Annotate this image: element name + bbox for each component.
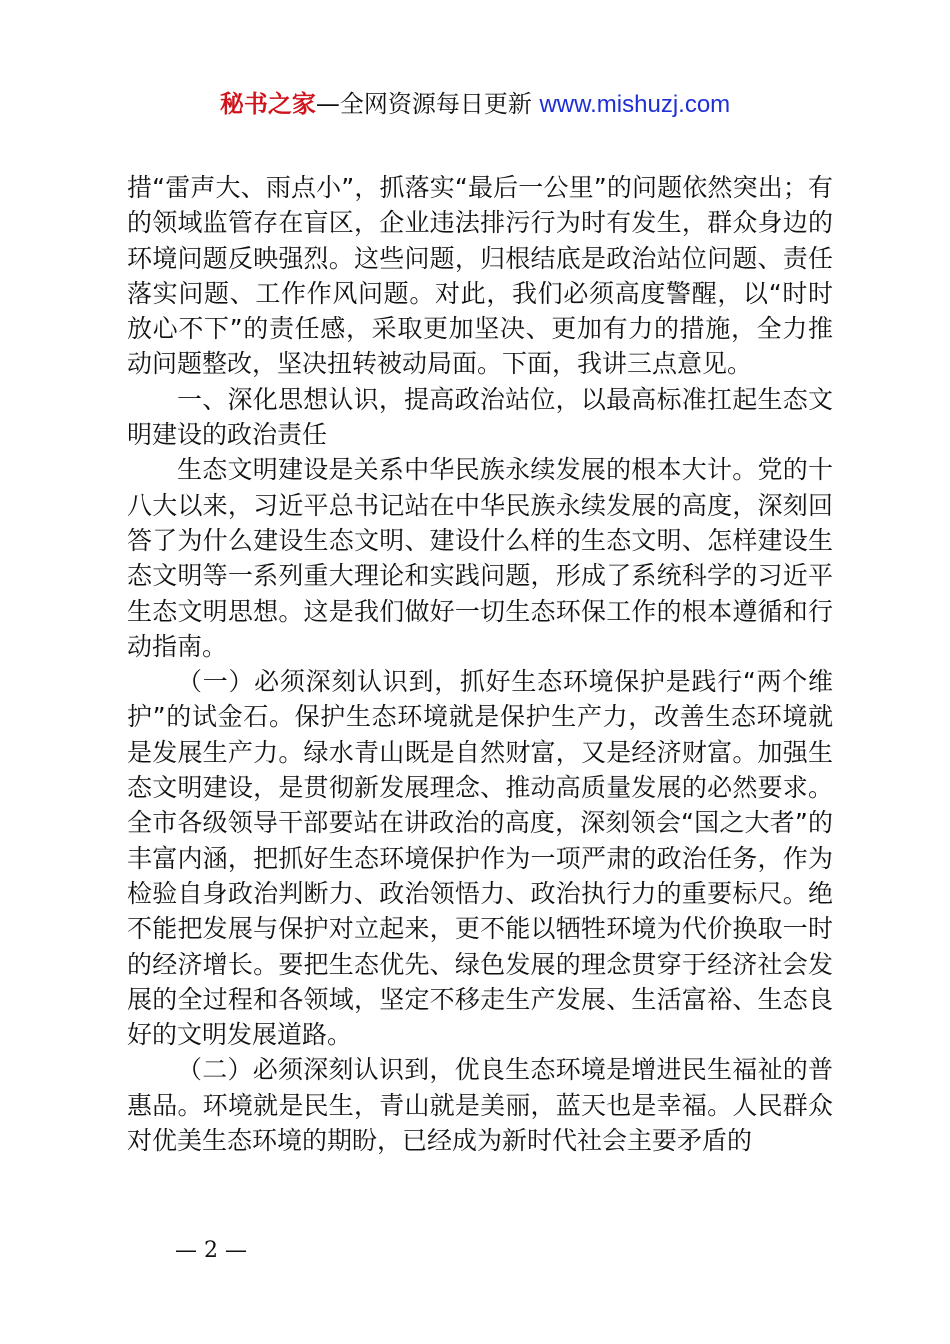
paragraph-continuation: 措“雷声大、雨点小”，抓落实“最后一公里”的问题依然突出；有的领域监管存在盲区，企业违法排污行为时有发生，群众身边的环境问题反映强烈。这些问题，归根结底是政治站位问题、责任落实问题、工作作风问题。对此，我们必须高度警醒，以“时时放心不下”的责任感，采取更加坚决、更加有力的措施，全力推动问题整改，坚决扭转被动局面。下面，我讲三点意见。 <box>127 173 833 379</box>
site-tagline: —全网资源每日更新 <box>315 90 540 118</box>
site-url-link[interactable]: www.mishuzj.com <box>539 91 731 118</box>
document-body <box>127 170 833 1158</box>
paragraph: （二）必须深刻认识到，优良生态环境是增进民生福祉的普惠品。环境就是民生，青山就是美丽，蓝天也是幸福。人民群众对优美生态环境的期盼，已经成为新时代社会主要矛盾的 <box>127 1055 833 1156</box>
site-brand: 秘书之家 <box>219 90 316 118</box>
page-number: — 2 — <box>175 1238 247 1263</box>
paragraph: 生态文明建设是关系中华民族永续发展的根本大计。党的十八大以来，习近平总书记站在中华民族永续发展的高度，深刻回答了为什么建设生态文明、建设什么样的生态文明、怎样建设生态文明等一系列重大理论和实践问题，形成了系统科学的习近平生态文明思想。这是我们做好一切生态环保工作的根本遵循和行动指南。 <box>127 455 833 661</box>
site-header <box>0 88 950 121</box>
paragraph: （一）必须深刻认识到，抓好生态环境保护是践行“两个维护”的试金石。保护生态环境就是保护生产力，改善生态环境就是发展生产力。绿水青山既是自然财富，又是经济财富。加强生态文明建设，是贯彻新发展理念、推动高质量发展的必然要求。全市各级领导干部要站在讲政治的高度，深刻领会“国之大者”的丰富内涵，把抓好生态环境保护作为一项严肃的政治任务，作为检验自身政治判断力、政治领悟力、政治执行力的重要标尺。绝不能把发展与保护对立起来，更不能以牺牲环境为代价换取一时的经济增长。要把生态优先、绿色发展的理念贯穿于经济社会发展的全过程和各领域，坚定不移走生产发展、生活富裕、生态良好的文明发展道路。 <box>127 667 833 1050</box>
section-heading: 一、深化思想认识，提高政治站位，以最高标准扛起生态文明建设的政治责任 <box>127 384 833 450</box>
